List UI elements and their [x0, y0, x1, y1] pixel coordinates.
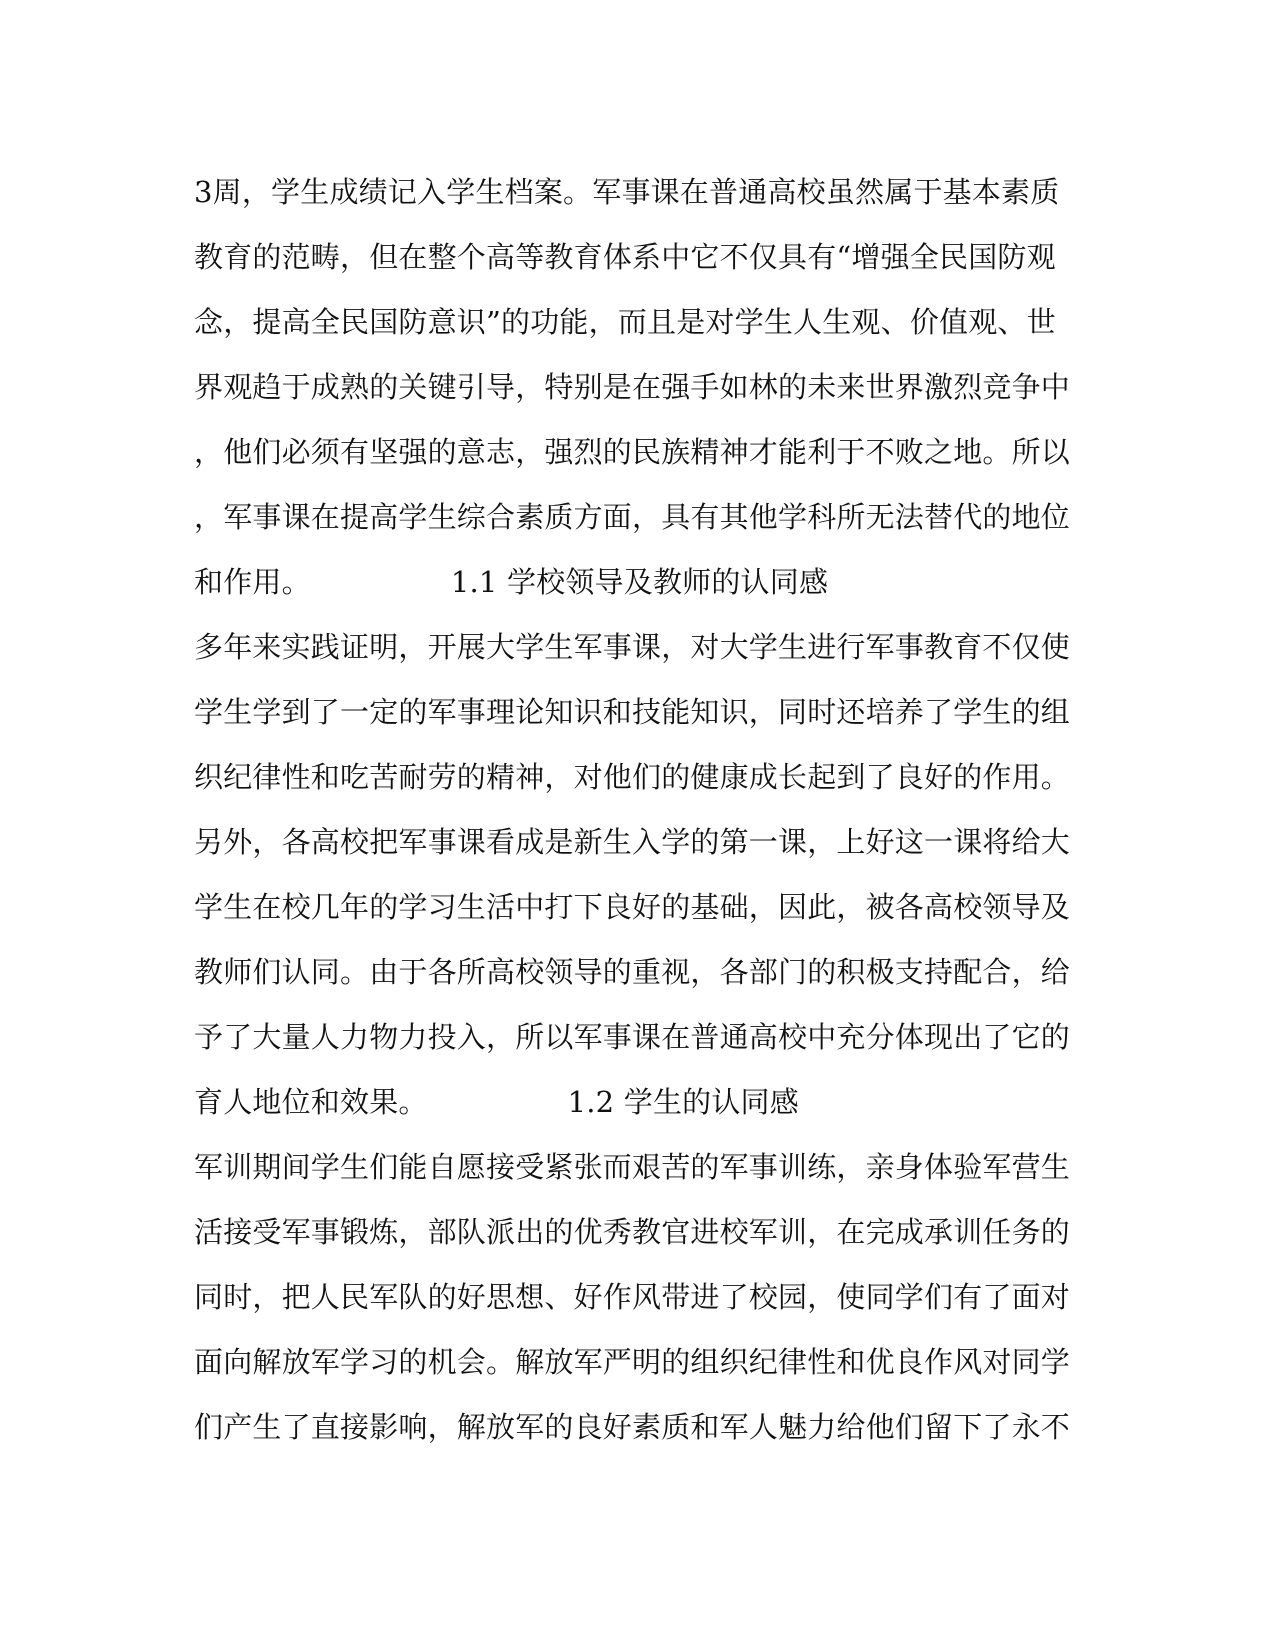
- paragraph-line: 织纪律性和吃苦耐劳的精神，对他们的健康成长起到了良好的作用。: [194, 760, 1071, 794]
- paragraph-line: 学生学到了一定的军事理论知识和技能知识，同时还培养了学生的组: [194, 695, 1071, 729]
- paragraph-line-with-heading: [194, 1070, 1074, 1135]
- paragraph-line: 念，提高全民国防意识”的功能，而且是对学生人生观、价值观、世: [194, 305, 1056, 339]
- paragraph-line: 3周，学生成绩记入学生档案。军事课在普通高校虽然属于基本素质: [194, 175, 1060, 209]
- section-heading-1-1: 1.1 学校领导及教师的认同感: [450, 565, 829, 599]
- paragraph-tail: 和作用。: [194, 565, 311, 599]
- paragraph-line: 军训期间学生们能自愿接受紧张而艰苦的军事训练，亲身体验军营生: [194, 1150, 1071, 1184]
- paragraph-line-with-heading: [194, 550, 1074, 615]
- body-text: [194, 160, 1074, 1460]
- paragraph-line: 界观趋于成熟的关键引导，特别是在强手如林的未来世界激烈竞争中: [194, 370, 1071, 404]
- paragraph-line: 学生在校几年的学习生活中打下良好的基础，因此，被各高校领导及: [194, 890, 1071, 924]
- paragraph-line: 予了大量人力物力投入，所以军事课在普通高校中充分体现出了它的: [194, 1020, 1071, 1054]
- paragraph-line: ，他们必须有坚强的意志，强烈的民族精神才能利于不败之地。所以: [194, 435, 1071, 469]
- paragraph-line: 多年来实践证明，开展大学生军事课，对大学生进行军事教育不仅使: [194, 630, 1071, 664]
- section-heading-1-2: 1.2 学生的认同感: [567, 1085, 799, 1119]
- paragraph-tail: 育人地位和效果。: [194, 1085, 428, 1119]
- paragraph-line: 教师们认同。由于各所高校领导的重视，各部门的积极支持配合，给: [194, 955, 1071, 989]
- paragraph-line: 们产生了直接影响，解放军的良好素质和军人魅力给他们留下了永不: [194, 1410, 1071, 1444]
- paragraph-line: 另外，各高校把军事课看成是新生入学的第一课，上好这一课将给大: [194, 825, 1071, 859]
- paragraph-line: ，军事课在提高学生综合素质方面，具有其他学科所无法替代的地位: [194, 500, 1071, 534]
- paragraph-line: 教育的范畴，但在整个高等教育体系中它不仅具有“增强全民国防观: [194, 240, 1056, 274]
- paragraph-line: 活接受军事锻炼，部队派出的优秀教官进校军训，在完成承训任务的: [194, 1215, 1071, 1249]
- paragraph-line: 面向解放军学习的机会。解放军严明的组织纪律性和优良作风对同学: [194, 1345, 1071, 1379]
- paragraph-line: 同时，把人民军队的好思想、好作风带进了校园，使同学们有了面对: [194, 1280, 1071, 1314]
